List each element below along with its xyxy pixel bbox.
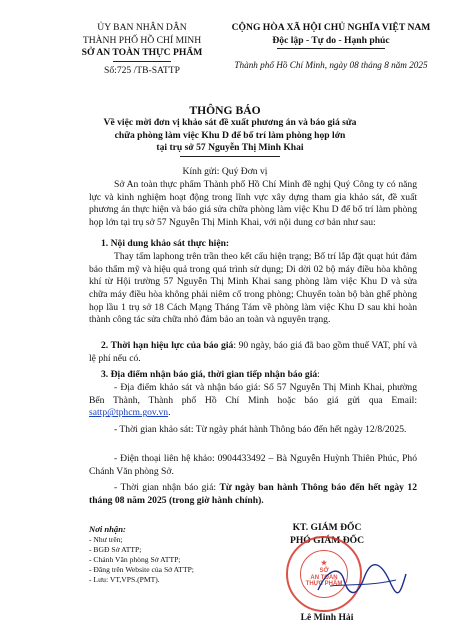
section-3-heading: 3. Địa điểm nhận báo giá, thời gian tiếp nhận báo giá (101, 369, 318, 380)
section-3-survey-time: - Thời gian khảo sát: Từ ngày phát hành Thông báo đến hết ngày 12/8/2025. (114, 424, 407, 435)
section-1-body: Thay tấm laphong trên trần theo kết cấu hiện trạng; Bố trí lắp đặt quạt hút đảm bảo thẩm mỹ và hiệu quả trong quá trình sử dụng; Di dời 02 bộ máy điều hòa không khí từ Hội trường 57 Nguyễn Thị Minh Khai sang phòng làm việc Khu D và sửa chữa máy điều hòa không phải niêm cố trong phòng; Chuyển toàn bộ bàn ghế phòng họp lầu 1 trụ sở 18 Cách Mạng Tháng Tám về phòng làm việc Khu D sau khi hoàn thành công tác sửa chữa nhỏ đảm bảo an toàn và nguyên trạng. (89, 251, 417, 326)
receive-time-prefix: - Thời gian nhận báo giá: (114, 482, 220, 493)
recipients-block (89, 524, 239, 584)
section-3-heading-block (89, 369, 417, 382)
section-3-address (89, 382, 417, 420)
recipient-item: - Lưu: VT,VPS.(PMT). (89, 574, 160, 584)
national-motto: Độc lập - Tự do - Hạnh phúc (272, 34, 390, 46)
recipient-item: - Chánh Văn phòng Sở ATTP; (89, 554, 181, 564)
subject-underline (180, 156, 280, 157)
issuer-line-3: SỞ AN TOÀN THỰC PHẨM (81, 47, 203, 59)
issuer-line-2: THÀNH PHỐ HỒ CHÍ MINH (82, 34, 202, 46)
recipient-item: - Đăng trên Website của Sở ATTP; (89, 564, 194, 574)
subject-line-1: Về việc mời đơn vị khảo sát đề xuất phương án và báo giá sửa (103, 117, 357, 128)
stamp-text-1: SỞ (319, 567, 329, 574)
section-3-receive-time (89, 482, 417, 507)
document-subject (78, 117, 382, 157)
section-3-contact: - Điện thoại liên hệ khảo: 0904433492 – Bà Nguyễn Huỳnh Thiên Phúc, Phó Chánh Văn phòng Sở. (89, 453, 417, 477)
address-suffix: . (168, 407, 171, 419)
section-1-heading: 1. Nội dung khảo sát thực hiện: (101, 238, 230, 249)
issuer-underline (113, 61, 171, 62)
signature-line-1: KT. GIÁM ĐỐC (292, 522, 362, 533)
handwritten-signature (300, 556, 410, 606)
issuer-line-1: ỦY BAN NHÂN DÂN (97, 22, 187, 33)
document-number: Số:725 /TB-SATTP (104, 64, 180, 76)
national-header (226, 22, 436, 71)
address-text: - Địa điểm khảo sát và nhận báo giá: Số 57 Nguyễn Thị Minh Khai, phường Bến Thành, Thành phố Hồ Chí Minh hoặc báo giá gửi qua Email: (89, 382, 417, 406)
recipient-item: - BGĐ Sở ATTP; (89, 545, 142, 555)
document-title: THÔNG BÁO (189, 104, 261, 117)
intro-paragraph: Sở An toàn thực phẩm Thành phố Hồ Chí Minh đề nghị Quý Công ty có năng lực và kinh nghiệm hoạt động trong lĩnh vực xây dựng tham gia khảo sát, đề xuất phương án thực hiện và báo giá sửa chữa phòng làm việc Khu D để bố trí làm phòng họp lớn tại trụ sở 57 Nguyễn Thị Minh Khai, với nội dung cơ bản như sau: (89, 179, 417, 228)
stamp-text-2: AN TOÀN (310, 574, 338, 581)
receive-time-bold: Từ ngày ban hành Thông báo đến hết ngày 12 tháng 08 năm 2025 (trong giờ hành chính). (89, 482, 417, 506)
subject-line-2: chữa phòng làm việc Khu D để bố trí làm phòng họp lớn (114, 129, 346, 141)
star-icon: ★ (320, 560, 328, 568)
place-date: Thành phố Hồ Chí Minh, ngày 08 tháng 8 năm 2025 (234, 60, 428, 71)
section-2 (89, 340, 417, 365)
motto-underline (277, 48, 385, 49)
stamp-text-3: THỰC PHẨM (305, 581, 343, 588)
section-2-body: : 90 ngày, báo giá đã bao gồm thuế VAT, phí và lệ phí nếu có. (89, 340, 417, 364)
nation-name: CỘNG HÒA XÃ HỘI CHỦ NGHĨA VIỆT NAM (231, 22, 431, 33)
signature-line-2: PHÓ GIÁM ĐỐC (289, 534, 365, 546)
greeting: Kính gửi: Quý Đơn vị (182, 166, 268, 177)
section-2-heading: 2. Thời hạn hiệu lực của báo giá (101, 340, 234, 351)
recipient-item: - Như trên; (89, 535, 123, 545)
email-link[interactable]: sattp@tphcm.gov.vn (89, 407, 169, 419)
recipients-heading: Nơi nhận: (89, 524, 126, 534)
section-3-heading-suffix: : (317, 369, 320, 380)
issuer-block (58, 22, 226, 78)
subject-line-3: tại trụ sở 57 Nguyễn Thị Minh Khai (156, 142, 304, 154)
signer-name: Lê Minh Hải (300, 612, 354, 623)
